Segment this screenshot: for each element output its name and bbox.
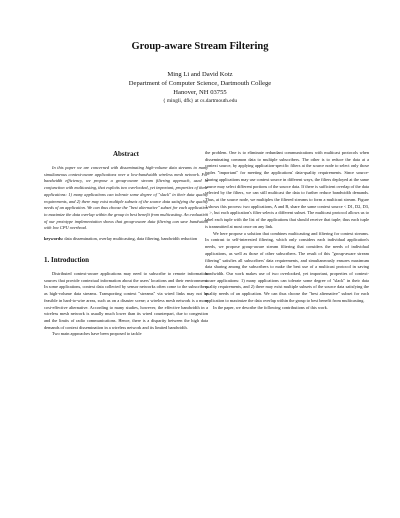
author-email: { mingli, dfk} at cs.dartmouth.edu: [162, 98, 238, 104]
abstract-text: In this paper we are concerned with disseminating high-volume data streams to many simultaneous context-aware applications over a low-bandwidth wireless mesh network. For bandwidth efficiency, we propose a group-aware stream filtering approach, used in conjunction with multicasting, that exploits two overlooked, yet important, properties of these applications: 1) many applications can tolerate some degree of "slack" in their data quality requirements, and 2) there may exist multiple subsets of the source data satisfying the quality needs of an application. We can thus choose the "best alternative" subset for each application to maximize the data overlap within the group to best benefit from multicasting. An evaluation of our prototype implementation shows that group-aware data filtering can save bandwidth with low CPU overhead.: [44, 165, 208, 231]
right-paragraph-1: the problem. One is to eliminate redundant communications with multicast protocols when disseminating common data to multiple subscribers. The other is to reduce the data at a context source, by applying application-specific filters at the source node to select only those tuples "important" for meeting the applications' data-quality requirements. Since source-sharing applications may use context source in different ways, the filters deployed at the same source may select different portions of the source data. If there is sufficient overlap of the data selected by the filters, we can still multicast the data to further reduce bandwidth demands. Thus, at the source node, we multiplex the filtered streams to form a multicast stream. Figure 1 shows this process: two applications, A and B, share the same context source < D1, D2, D3, ... >, but each application's filter selects a different subset. The multicast protocol allows us to label each tuple with the list of the applications that should receive that tuple; thus each tuple is transmitted at most once on any link.: [205, 150, 369, 229]
right-paragraph-2: We here propose a solution that combines multicasting and filtering for context streams. In contrast to self-interested filtering, which only considers each individual application's needs, we propose group-aware stream filtering that considers the needs of individual applications, as well as those of other subscribers. The result of this "group-aware stream filtering" satisfies all subscribers' data requirements, and simultaneously ensures maximum data sharing among the subscribers to make the best use of a multicast protocol in saving bandwidth. Our work makes use of two overlooked, yet important, properties of context-aware applications: 1) many applications can tolerate some degree of "slack" in their data quality requirements, and 2) there may exist multiple subsets of the source data satisfying the quality needs of an application. We can thus choose the "best alternative" subset for each application to maximize the data overlap within the group to best benefit from multicasting.: [205, 230, 369, 303]
section-heading-introduction: 1. Introduction: [44, 255, 89, 264]
right-paragraph-3: In the paper, we describe the following contributions of this work.: [213, 304, 328, 310]
intro-paragraph-2: Two main approaches have been proposed to tackle: [52, 331, 142, 337]
author-block: [0, 70, 400, 106]
keywords-label: keywords:: [44, 236, 64, 242]
right-column: [205, 150, 369, 311]
paper-title: Group-aware Stream Filtering: [131, 41, 269, 52]
keywords: [44, 236, 208, 243]
intro-paragraph-1: Distributed context-aware applications may need to subscribe to remote information sources that provide contextual information about the users' locations and their environment. In some applications, context data collected by sensor networks often come to the subscribers as high-volume data streams. Transporting context "streams" via wired links may not be feasible in hard-to-wire areas, such as on a disaster scene; a wireless mesh network is a more cost-effective alternative. According to many studies, however, the effective bandwidth in a wireless mesh network is usually much lower than its wired counterpart, due to congestion and the limits of radio communications. Hence, there is a disparity between the high data demands of context dissemination in a wireless network and its limited bandwidth.: [44, 270, 208, 330]
author-names: Ming Li and David Kotz: [167, 71, 233, 78]
keywords-text: data dissemination, overlay multicasting, data filtering, bandwidth reduction: [64, 236, 198, 242]
location: Hanover, NH 03755: [173, 89, 227, 96]
abstract-heading: Abstract: [112, 150, 140, 158]
affiliation: Department of Computer Science, Dartmouth College: [128, 80, 272, 87]
left-column: [44, 150, 208, 338]
